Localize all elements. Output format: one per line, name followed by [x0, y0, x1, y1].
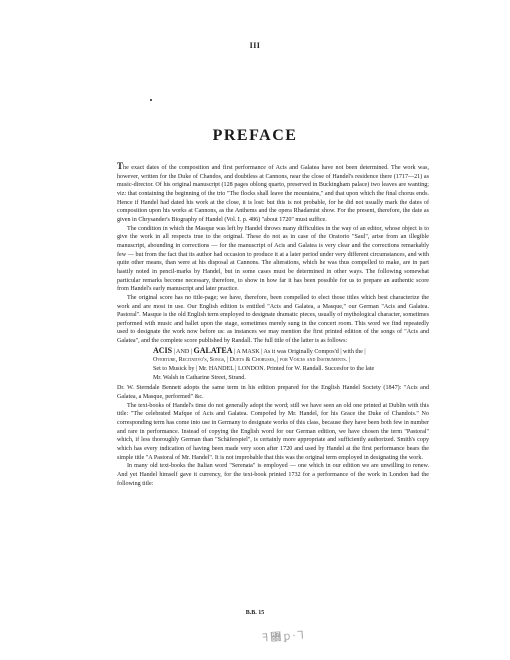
title-line-1 [153, 347, 429, 357]
paragraph-5: The text-books of Handel's time do not generally adopt the word; still we have seen an old one printed at Dublin with this title: "The celebrated Mafque of Acis and Galatea. Compofed by Mr. Handel, for his Grace the Duke of Chandois." No corresponding term has come into use in Germany to designate works of this class, because they have been both few in number and rare in performance. Instead of copying the English word for our German edition, we have chosen the term "Pastoral" which, if less thoroughly German than "Schäferspiel", is certainly more appropriate and sufficiently authorized. Smith's copy which has every indication of having been made very soon after 1720 and used by Handel at the first performance bears the simple title "A Pastoral of Mr. Handel". It is not improbable that this was the original term employed in designating the work. [117, 402, 429, 461]
library-stamp: ꟻ꟝ꝑ·Ꞁ [261, 628, 307, 645]
preface-body [117, 163, 429, 488]
paragraph-4: Dr. W. Sterndale Bennett adopts the same term in his edition prepared for the English Handel Society (1847): "Acis and Galatea, a Masque, performed" &c. [117, 385, 429, 401]
title-and: | AND | [172, 348, 194, 355]
paragraph-6: In many old text-books the Italian word "Serenata" is employed — one which in our edition we are unwilling to renew. And yet Handel himself gave it currency, for the text-book printed 1732 for a performance of the work in London had the following title: [117, 463, 429, 487]
paragraph-1 [117, 163, 429, 225]
print-speck [150, 99, 152, 101]
title-line-4: Mr. Walsh in Catharine Street, Strand. [153, 374, 246, 381]
signature-mark: B.B. 15 [245, 610, 265, 616]
title-galatea: GALATEA [193, 345, 233, 355]
drop-cap: T [117, 161, 124, 171]
title-line-2: Overture, Recitativo's, Songs, | Duets & Choruses, | for Voices and Instruments. | [153, 357, 350, 364]
page-title: PREFACE [212, 127, 298, 144]
title-acis: ACIS [153, 345, 173, 355]
paragraph-2: The condition in which the Masque was left by Handel throws many difficulties in the way of an editor, whose object is to give the work in all respects true to the original. These do not as in case of the Oratorio "Saul", arise from an illegible manuscript, abounding in corrections — for the manuscript of Acis and Galatea is very clear and the corrections remarkably few — but from the fact that its author had occasion to produce it at a later period under very different circumstances, and with quite other means, than were at his disposal at Cannons. The alterations, which he was thus compelled to make, are in part hastily noted in pencil-marks by Handel, but in some cases must be determined in other ways. The following somewhat particular remarks become necessary, therefore, to show in how far it has been possible for us to prepare an authentic score from Handel's early manuscript and later practice. [117, 225, 429, 293]
paragraph-1-text: he exact dates of the composition and first performance of Acis and Galatea have not been determined. The work was, however, written for the Duke of Chandos, and doubtless at Cannons, near the close of Handel's residence there (1717—21) as music-director. Of his original manuscript (128 pages oblong quarto, preserved in Buckingham palace) two leaves are wanting; viz: that containing the beginning of the trio "The flocks shall leave the mountains," and that upon which the final chorus ends. Hence if Handel had dated his work at the close, it is lost: but this is not probable, for he did not usually mark the dates of composition upon his works at Cannons, as the Anthems and the opera Rhadamist show. For the present, therefore, the date as given in Chrysander's Biography of Handel (Vol. I. p. 486) "about 1720" must suffice. [117, 165, 429, 223]
paragraph-3: The original score has no title-page; we have, therefore, been compelled to elect those titles which best characterize the work and are most in use. Our English edition is entitled "Acis and Galatea, a Masque," our German "Acis and Galatea. Pastoral". Masque is the old English term employed to designate dramatic pieces, usually of mythological character, sometimes performed with music and ballet upon the stage, sometimes merely sung in the concert room. This word we find repeatedly used to designate the work now before us: as instances we may mention the first printed edition of the songs of "Acis and Galatea", and the complete score published by Randall. The full title of the latter is as follows: [117, 294, 429, 345]
quoted-title-block [153, 347, 429, 383]
title-line-3: Set to Musick by | Mr. HANDEL | LONDON. Printed for W. Randall. Succesfor to the late [153, 366, 375, 373]
title-line-1-tail: | A MASK | As it was Originally Compos'd | with the | [232, 348, 366, 355]
page-number: III [249, 41, 261, 50]
